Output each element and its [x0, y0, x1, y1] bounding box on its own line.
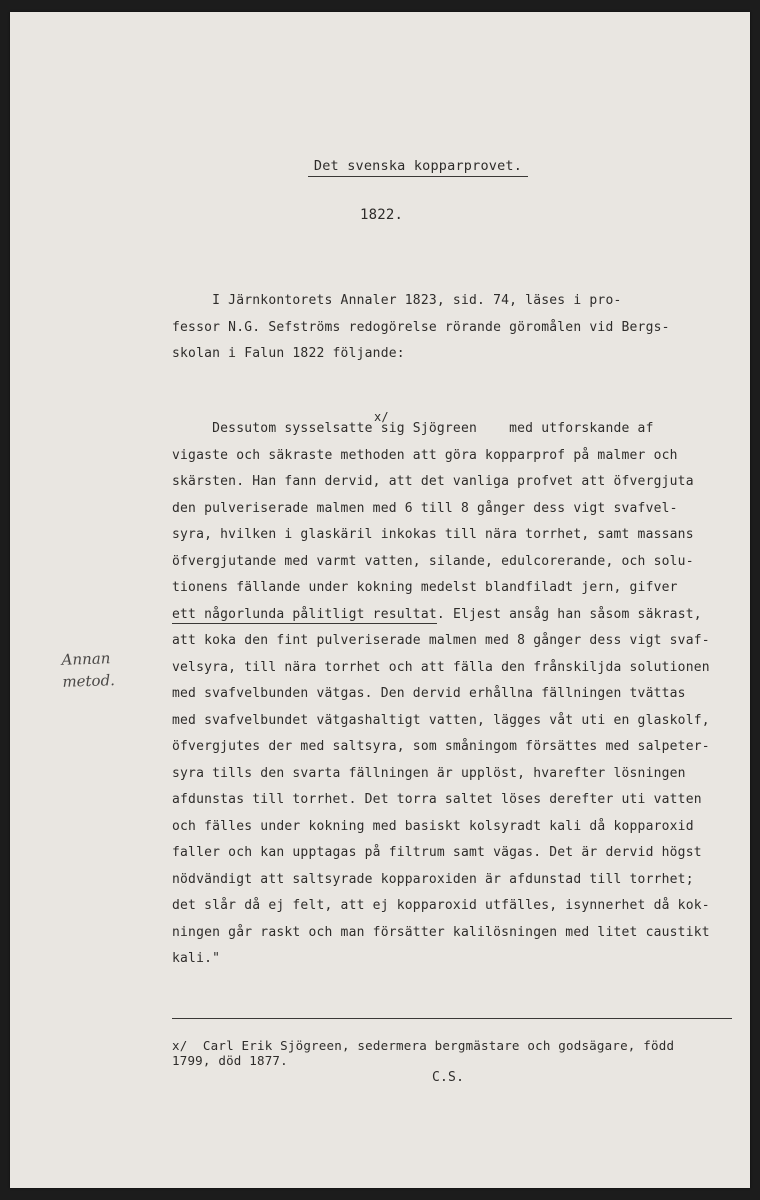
quote-line: tionens fällande under kokning medelst blandfiladt jern, gifver	[172, 580, 678, 595]
title-underline	[308, 176, 528, 177]
quote-line: skärsten. Han fann dervid, att det vanliga profvet att öfvergjuta	[172, 474, 694, 489]
quote-line: vigaste och säkraste methoden att göra kopparprof på malmer och	[172, 447, 678, 463]
footnote-divider	[172, 1018, 732, 1019]
quote-line: kali."	[172, 951, 221, 966]
intro-line: fessor N.G. Sefströms redogörelse rörande göromålen vid Bergs-	[172, 319, 670, 335]
quote-line: velsyra, till nära torrhet och att fälla den frånskiljda solutionen	[172, 659, 710, 675]
footnote-line: 1799, död 1877.	[172, 1053, 288, 1068]
quote-line: det slår då ej felt, att ej kopparoxid utfälles, isynnerhet då kok-	[172, 898, 710, 913]
quote-line: och fälles under kokning med basiskt kolsyradt kali då kopparoxid	[172, 818, 694, 834]
footnote-line: x/ Carl Erik Sjögreen, sedermera bergmästare och godsägare, född	[172, 1038, 675, 1053]
quote-line: den pulveriserade malmen med 6 till 8 gånger dess vigt svafvel-	[172, 500, 678, 516]
quote-line: ningen går raskt och man försätter kalilösningen med litet caustikt	[172, 924, 710, 940]
quote-line: öfvergjutande med varmt vatten, silande, edulcorerande, och solu-	[172, 553, 694, 569]
handwritten-margin-note	[61, 647, 115, 693]
quote-line: med svafvelbundet vätgashaltigt vatten, lägges våt uti en glaskolf,	[172, 712, 710, 728]
quote-line: öfvergjutes der med saltsyra, som småningom försättes med salpeter-	[172, 739, 710, 754]
footnote	[172, 1038, 732, 1068]
author-initials: C.S.	[432, 1070, 465, 1085]
quote-line: med svafvelbunden vätgas. Den dervid erhållna fällningen tvättas	[172, 686, 686, 701]
quote-line: syra tills den svarta fällningen är upplöst, hvarefter lösningen	[172, 765, 686, 781]
intro-paragraph	[172, 288, 732, 368]
quote-line: att koka den fint pulveriserade malmen med 8 gånger dess vigt svaf-	[172, 633, 710, 648]
quote-line: afdunstas till torrhet. Det torra saltet löses derefter uti vatten	[172, 792, 702, 807]
intro-line: I Järnkontorets Annaler 1823, sid. 74, läses i pro-	[172, 293, 622, 308]
quote-line: faller och kan upptagas på filtrum samt vägas. Det är dervid högst	[172, 845, 702, 860]
intro-line: skolan i Falun 1822 följande:	[172, 346, 405, 361]
quote-line: nödvändigt att saltsyrade kopparoxiden är afdunstad till torrhet;	[172, 871, 694, 887]
margin-note-word: metod.	[62, 671, 116, 691]
quoted-passage	[172, 416, 747, 973]
quote-line: syra, hvilken i glaskäril inkokas till nära torrhet, samt massans	[172, 527, 694, 542]
quote-line: Dessutom sysselsatte sig Sjögreen med utforskande af	[172, 421, 654, 436]
quote-line: ett någorlunda pålitligt resultat. Eljest ansåg han såsom säkrast,	[172, 606, 702, 622]
footnote-marker: x/	[374, 410, 389, 424]
underlined-phrase: ett någorlunda pålitligt resultat	[172, 606, 437, 622]
document-page	[10, 12, 750, 1188]
document-year: 1822.	[360, 207, 404, 223]
document-title: Det svenska kopparprovet.	[313, 158, 523, 174]
margin-note-word: Annan	[61, 649, 111, 669]
